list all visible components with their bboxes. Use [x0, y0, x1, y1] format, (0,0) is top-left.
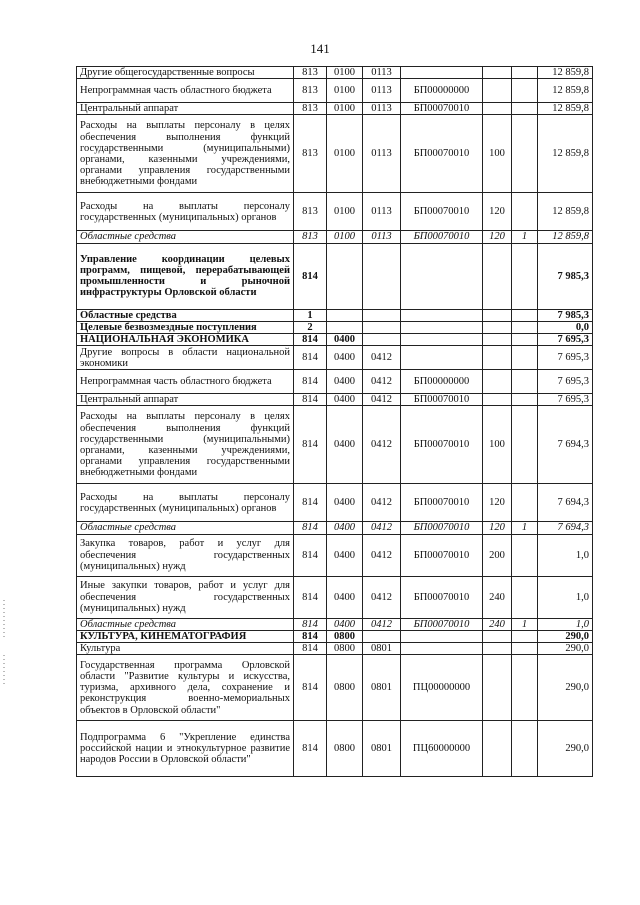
subsection-code-cell: 0412 [363, 484, 401, 522]
table-row [77, 576, 593, 618]
amount-cell: 7 695,3 [538, 394, 593, 406]
subsection-code-cell: 0801 [363, 721, 401, 777]
department-code-cell: 1 [294, 309, 327, 321]
expense-name-cell: Другие вопросы в области национальной экономики [77, 346, 294, 370]
subsection-code-cell [363, 630, 401, 642]
target-article-cell: БП00000000 [401, 79, 483, 103]
amount-cell: 290,0 [538, 643, 593, 655]
funding-source-cell [512, 484, 538, 522]
section-code-cell: 0800 [327, 630, 363, 642]
table-row [77, 334, 593, 346]
funding-source-cell [512, 334, 538, 346]
department-code-cell: 813 [294, 231, 327, 243]
expense-type-cell: 120 [483, 193, 512, 231]
section-code-cell [327, 243, 363, 309]
section-code-cell: 0400 [327, 484, 363, 522]
expense-name-cell: Непрограммная часть областного бюджета [77, 370, 294, 394]
table-row [77, 618, 593, 630]
funding-source-cell [512, 103, 538, 115]
table-row [77, 103, 593, 115]
expense-name-cell: Целевые безвозмездные поступления [77, 321, 294, 333]
table-row [77, 522, 593, 534]
table-row [77, 721, 593, 777]
section-code-cell: 0800 [327, 655, 363, 721]
expense-name-cell: Расходы на выплаты персоналу государственных (муниципальных) органов [77, 193, 294, 231]
section-code-cell: 0400 [327, 522, 363, 534]
subsection-code-cell: 0113 [363, 231, 401, 243]
funding-source-cell [512, 630, 538, 642]
department-code-cell: 2 [294, 321, 327, 333]
expense-type-cell: 200 [483, 534, 512, 576]
subsection-code-cell: 0113 [363, 193, 401, 231]
amount-cell: 7 695,3 [538, 334, 593, 346]
department-code-cell: 813 [294, 79, 327, 103]
department-code-cell: 813 [294, 193, 327, 231]
department-code-cell: 814 [294, 630, 327, 642]
subsection-code-cell: 0412 [363, 406, 401, 484]
expense-name-cell: НАЦИОНАЛЬНАЯ ЭКОНОМИКА [77, 334, 294, 346]
amount-cell: 12 859,8 [538, 103, 593, 115]
section-code-cell: 0100 [327, 67, 363, 79]
expense-type-cell [483, 643, 512, 655]
target-article-cell: ПЦ60000000 [401, 721, 483, 777]
funding-source-cell [512, 534, 538, 576]
target-article-cell: БП00070010 [401, 193, 483, 231]
table-row [77, 630, 593, 642]
expense-name-cell: Государственная программа Орловской области "Развитие культуры и искусства, туризма, архивного дела, сохранение и реконструкция военно-мемориальных объектов в Орловской области" [77, 655, 294, 721]
amount-cell: 290,0 [538, 630, 593, 642]
funding-source-cell [512, 67, 538, 79]
subsection-code-cell [363, 243, 401, 309]
expense-type-cell [483, 721, 512, 777]
section-code-cell [327, 321, 363, 333]
funding-source-cell [512, 115, 538, 193]
department-code-cell: 814 [294, 534, 327, 576]
funding-source-cell [512, 79, 538, 103]
funding-source-cell [512, 655, 538, 721]
table-row [77, 643, 593, 655]
expense-name-cell: Культура [77, 643, 294, 655]
subsection-code-cell: 0412 [363, 394, 401, 406]
expense-name-cell: Другие общегосударственные вопросы [77, 67, 294, 79]
department-code-cell: 813 [294, 67, 327, 79]
section-code-cell: 0400 [327, 406, 363, 484]
subsection-code-cell [363, 334, 401, 346]
department-code-cell: 814 [294, 406, 327, 484]
table-row [77, 484, 593, 522]
department-code-cell: 813 [294, 103, 327, 115]
target-article-cell [401, 67, 483, 79]
funding-source-cell [512, 309, 538, 321]
subsection-code-cell: 0412 [363, 346, 401, 370]
table-row [77, 655, 593, 721]
expense-name-cell: Центральный аппарат [77, 103, 294, 115]
section-code-cell: 0400 [327, 576, 363, 618]
section-code-cell: 0100 [327, 79, 363, 103]
subsection-code-cell [363, 321, 401, 333]
table-row [77, 115, 593, 193]
expense-name-cell: Областные средства [77, 309, 294, 321]
table-row [77, 370, 593, 394]
department-code-cell: 814 [294, 370, 327, 394]
funding-source-cell [512, 576, 538, 618]
subsection-code-cell: 0412 [363, 534, 401, 576]
scan-margin-artifact [3, 655, 5, 685]
amount-cell: 1,0 [538, 534, 593, 576]
target-article-cell: БП00070010 [401, 231, 483, 243]
amount-cell: 12 859,8 [538, 231, 593, 243]
expense-name-cell: Расходы на выплаты персоналу в целях обеспечения выполнения функций государственными (муниципальными) органами, казенными учреждениями, органами управления государственными внебюджетными фондами [77, 115, 294, 193]
department-code-cell: 814 [294, 618, 327, 630]
target-article-cell: ПЦ00000000 [401, 655, 483, 721]
amount-cell: 12 859,8 [538, 79, 593, 103]
expense-name-cell: Подпрограмма 6 "Укрепление единства российской нации и этнокультурное развитие народов России в Орловской области" [77, 721, 294, 777]
expense-name-cell: Областные средства [77, 522, 294, 534]
section-code-cell: 0800 [327, 721, 363, 777]
target-article-cell: БП00070010 [401, 115, 483, 193]
target-article-cell: БП00000000 [401, 370, 483, 394]
expense-type-cell [483, 67, 512, 79]
subsection-code-cell: 0801 [363, 655, 401, 721]
expense-name-cell: Непрограммная часть областного бюджета [77, 79, 294, 103]
target-article-cell [401, 346, 483, 370]
funding-source-cell: 1 [512, 522, 538, 534]
funding-source-cell: 1 [512, 618, 538, 630]
funding-source-cell [512, 406, 538, 484]
budget-table [76, 66, 593, 777]
department-code-cell: 814 [294, 576, 327, 618]
table-row [77, 231, 593, 243]
section-code-cell: 0400 [327, 334, 363, 346]
expense-name-cell: Закупка товаров, работ и услуг для обеспечения государственных (муниципальных) нужд [77, 534, 294, 576]
funding-source-cell [512, 721, 538, 777]
expense-type-cell [483, 79, 512, 103]
target-article-cell: БП00070010 [401, 103, 483, 115]
section-code-cell: 0800 [327, 643, 363, 655]
expense-type-cell [483, 370, 512, 394]
target-article-cell: БП00070010 [401, 406, 483, 484]
amount-cell: 7 985,3 [538, 243, 593, 309]
table-row [77, 346, 593, 370]
section-code-cell: 0100 [327, 231, 363, 243]
amount-cell: 1,0 [538, 576, 593, 618]
target-article-cell: БП00070010 [401, 534, 483, 576]
expense-type-cell: 100 [483, 406, 512, 484]
section-code-cell: 0400 [327, 346, 363, 370]
table-row [77, 309, 593, 321]
subsection-code-cell: 0412 [363, 576, 401, 618]
target-article-cell [401, 309, 483, 321]
section-code-cell: 0400 [327, 618, 363, 630]
expense-type-cell [483, 243, 512, 309]
page-number: 141 [310, 41, 330, 56]
expense-name-cell: Расходы на выплаты персоналу государственных (муниципальных) органов [77, 484, 294, 522]
expense-type-cell [483, 321, 512, 333]
department-code-cell: 814 [294, 643, 327, 655]
funding-source-cell [512, 370, 538, 394]
expense-type-cell: 120 [483, 231, 512, 243]
expense-type-cell [483, 103, 512, 115]
expense-type-cell [483, 346, 512, 370]
department-code-cell: 814 [294, 522, 327, 534]
funding-source-cell [512, 643, 538, 655]
department-code-cell: 814 [294, 334, 327, 346]
expense-type-cell: 120 [483, 484, 512, 522]
expense-name-cell: КУЛЬТУРА, КИНЕМАТОГРАФИЯ [77, 630, 294, 642]
expense-name-cell: Расходы на выплаты персоналу в целях обеспечения выполнения функций государственными (муниципальными) органами, казенными учреждениями, органами управления государственными внебюджетными фондами [77, 406, 294, 484]
subsection-code-cell: 0412 [363, 522, 401, 534]
amount-cell: 7 694,3 [538, 522, 593, 534]
section-code-cell: 0400 [327, 534, 363, 576]
subsection-code-cell [363, 309, 401, 321]
funding-source-cell [512, 346, 538, 370]
amount-cell: 290,0 [538, 655, 593, 721]
department-code-cell: 814 [294, 346, 327, 370]
target-article-cell [401, 243, 483, 309]
expense-type-cell: 240 [483, 618, 512, 630]
table-row [77, 79, 593, 103]
expense-type-cell [483, 309, 512, 321]
expense-type-cell: 100 [483, 115, 512, 193]
section-code-cell: 0400 [327, 370, 363, 394]
amount-cell: 12 859,8 [538, 193, 593, 231]
funding-source-cell [512, 321, 538, 333]
funding-source-cell: 1 [512, 231, 538, 243]
target-article-cell: БП00070010 [401, 394, 483, 406]
table-row [77, 321, 593, 333]
expense-type-cell [483, 394, 512, 406]
department-code-cell: 814 [294, 243, 327, 309]
subsection-code-cell: 0801 [363, 643, 401, 655]
amount-cell: 7 985,3 [538, 309, 593, 321]
department-code-cell: 813 [294, 115, 327, 193]
subsection-code-cell: 0113 [363, 79, 401, 103]
subsection-code-cell: 0412 [363, 618, 401, 630]
expense-type-cell: 240 [483, 576, 512, 618]
target-article-cell [401, 321, 483, 333]
expense-name-cell: Областные средства [77, 231, 294, 243]
table-row [77, 243, 593, 309]
target-article-cell [401, 334, 483, 346]
department-code-cell: 814 [294, 655, 327, 721]
amount-cell: 7 695,3 [538, 346, 593, 370]
section-code-cell: 0400 [327, 394, 363, 406]
section-code-cell: 0100 [327, 103, 363, 115]
table-row [77, 394, 593, 406]
section-code-cell: 0100 [327, 115, 363, 193]
target-article-cell [401, 630, 483, 642]
expense-name-cell: Областные средства [77, 618, 294, 630]
table-row [77, 534, 593, 576]
funding-source-cell [512, 243, 538, 309]
funding-source-cell [512, 394, 538, 406]
expense-type-cell [483, 655, 512, 721]
table-row [77, 406, 593, 484]
target-article-cell: БП00070010 [401, 576, 483, 618]
amount-cell: 7 694,3 [538, 406, 593, 484]
expense-type-cell: 120 [483, 522, 512, 534]
department-code-cell: 814 [294, 721, 327, 777]
amount-cell: 7 694,3 [538, 484, 593, 522]
table-row [77, 67, 593, 79]
subsection-code-cell: 0113 [363, 115, 401, 193]
department-code-cell: 814 [294, 484, 327, 522]
expense-name-cell: Иные закупки товаров, работ и услуг для обеспечения государственных (муниципальных) нужд [77, 576, 294, 618]
amount-cell: 7 695,3 [538, 370, 593, 394]
expense-type-cell [483, 630, 512, 642]
amount-cell: 1,0 [538, 618, 593, 630]
funding-source-cell [512, 193, 538, 231]
expense-type-cell [483, 334, 512, 346]
amount-cell: 12 859,8 [538, 67, 593, 79]
expense-name-cell: Центральный аппарат [77, 394, 294, 406]
department-code-cell: 814 [294, 394, 327, 406]
expense-name-cell: Управление координации целевых программ, пищевой, перерабатывающей промышленности и рыночной инфраструктуры Орловской области [77, 243, 294, 309]
subsection-code-cell: 0113 [363, 103, 401, 115]
subsection-code-cell: 0412 [363, 370, 401, 394]
target-article-cell: БП00070010 [401, 484, 483, 522]
table-row [77, 193, 593, 231]
scan-margin-artifact [3, 600, 5, 640]
budget-table-body [77, 67, 593, 777]
amount-cell: 12 859,8 [538, 115, 593, 193]
section-code-cell [327, 309, 363, 321]
amount-cell: 290,0 [538, 721, 593, 777]
target-article-cell: БП00070010 [401, 522, 483, 534]
subsection-code-cell: 0113 [363, 67, 401, 79]
section-code-cell: 0100 [327, 193, 363, 231]
target-article-cell: БП00070010 [401, 618, 483, 630]
amount-cell: 0,0 [538, 321, 593, 333]
target-article-cell [401, 643, 483, 655]
